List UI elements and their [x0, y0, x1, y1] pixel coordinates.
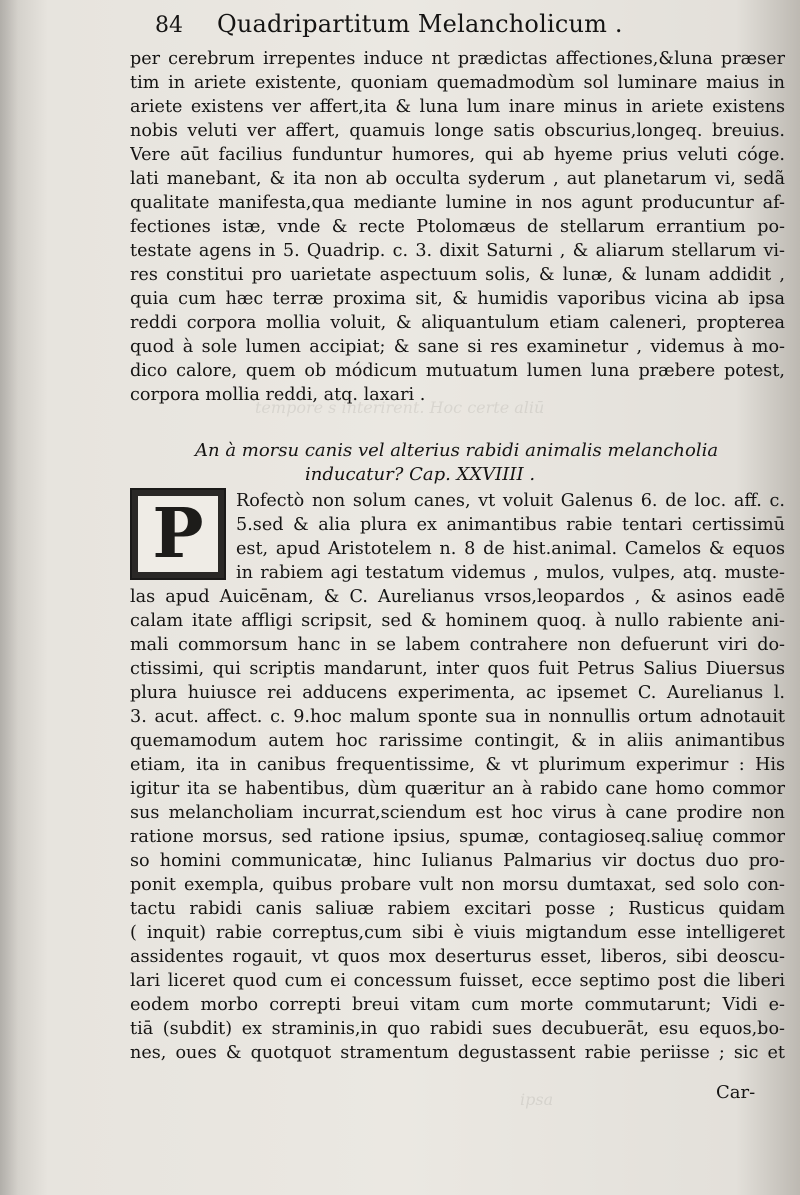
text-line: etiam, ita in canibus frequentissime, & vt plurimum experimur : His [130, 755, 785, 775]
text-line: fectiones istæ, vnde & recte Ptolomæus de stellarum errantium po- [130, 217, 785, 237]
text-line: tiā (subdit) ex straminis,in quo rabidi sues decubuerāt, esu equos,bo- [130, 1019, 785, 1039]
text-line: res constitui pro uarietate aspectuum solis, & lunæ, & lunam addidit , [130, 265, 785, 285]
text-line: testate agens in 5. Quadrip. c. 3. dixit Saturni , & aliarum stellarum vi- [130, 241, 785, 261]
page-number: 84 [155, 13, 183, 38]
text-line: calam itate affligi scripsit, sed & hominem quoq. à nullo rabiente ani- [130, 611, 785, 631]
text-line: ctissimi, qui scriptis mandarunt, inter quos fuit Petrus Salius Diuersus [130, 659, 785, 679]
text-line: nobis veluti ver affert, quamuis longe satis obscurius,longeq. breuius. [130, 121, 785, 141]
chapter-heading: An à morsu canis vel alterius rabidi animalis melancholia [195, 440, 719, 461]
text-line: ratione morsus, sed ratione ipsius, spumæ, contagioseq.saliuę commor [130, 827, 785, 847]
text-line: Vere aūt facilius funduntur humores, qui ab hyeme prius veluti cóge. [130, 145, 785, 165]
text-line: qualitate manifesta,qua mediante lumine in nos agunt producuntur af- [130, 193, 785, 213]
text-line: tim in ariete existente, quoniam quemadmodùm sol luminare maius in [130, 73, 785, 93]
text-line: so homini communicatæ, hinc Iulianus Palmarius vir doctus duo pro- [130, 851, 785, 871]
text-line: corpora mollia reddi, atq. laxari . [130, 385, 426, 405]
text-line: est, apud Aristotelem n. 8 de hist.animal. Camelos & equos [236, 539, 785, 559]
text-line: eodem morbo correpti breui vitam cum morte commutarunt; Vidi e- [130, 995, 785, 1015]
text-line: per cerebrum irrepentes induce nt prædictas affectiones,&luna præser [130, 49, 785, 69]
text-line: mali commorsum hanc in se labem contrahere non defuerunt viri do- [130, 635, 785, 655]
text-line: nes, oues & quotquot stramentum degustassent rabie periisse ; sic et [130, 1043, 785, 1063]
text-line: 5.sed & alia plura ex animantibus rabie tentari certissimū [236, 515, 785, 535]
text-line: plura huiusce rei adducens experimenta, ac ipsemet C. Aurelianus l. [130, 683, 785, 703]
bleed-through: ipsa [520, 1090, 554, 1109]
text-line: lari liceret quod cum ei concessum fuisset, ecce septimo post die liberi [130, 971, 785, 991]
text-line: ( inquit) rabie correptus,cum sibi è viuis migtandum esse intelligeret [130, 923, 785, 943]
gutter-shadow [0, 0, 18, 1195]
text-line: 3. acut. affect. c. 9.hoc malum sponte sua in nonnullis ortum adnotauit [130, 707, 785, 727]
text-line: in rabiem agi testatum videmus , mulos, vulpes, atq. muste- [236, 563, 785, 583]
initial-letter: P [138, 496, 218, 572]
text-line: Rofectò non solum canes, vt voluit Galenus 6. de loc. aff. c. [236, 491, 785, 511]
text-line: assidentes rogauit, vt quos mox deserturus esset, liberos, sibi deoscu- [130, 947, 785, 967]
text-line: sus melancholiam incurrat,sciendum est hoc virus à cane prodire non [130, 803, 785, 823]
text-line: las apud Auicēnam, & C. Aurelianus vrsos,leopardos , & asinos eadē [130, 587, 785, 607]
running-title: Quadripartitum Melancholicum . [217, 10, 623, 38]
decorated-initial [130, 488, 226, 580]
text-line: quia cum hæc terræ proxima sit, & humidis vaporibus vicina ab ipsa [130, 289, 785, 309]
chapter-heading-cont: inducatur? Cap. XXVIIII . [305, 464, 536, 485]
page-header [155, 10, 675, 44]
text-line: ariete existens ver affert,ita & luna lum inare minus in ariete existens [130, 97, 785, 117]
text-line: quemamodum autem hoc rarissime contingit, & in aliis animantibus [130, 731, 785, 751]
text-line: igitur ita se habentibus, dùm quæritur an à rabido cane homo commor [130, 779, 785, 799]
text-line: reddi corpora mollia voluit, & aliquantulum etiam caleneri, propterea [130, 313, 785, 333]
text-line: dico calore, quem ob módicum mutuatum lumen luna præbere potest, [130, 361, 785, 381]
bleed-through: tempore s interirent. Hoc certe aliū [255, 398, 545, 417]
text-line: ponit exempla, quibus probare vult non morsu dumtaxat, sed solo con- [130, 875, 785, 895]
catchword: Car- [716, 1082, 756, 1103]
text-line: lati manebant, & ita non ab occulta syderum , aut planetarum vi, sedã [130, 169, 785, 189]
text-line: quod à sole lumen accipiat; & sane si res examinetur , videmus à mo- [130, 337, 785, 357]
text-line: tactu rabidi canis saliuæ rabiem excitari posse ; Rusticus quidam [130, 899, 785, 919]
